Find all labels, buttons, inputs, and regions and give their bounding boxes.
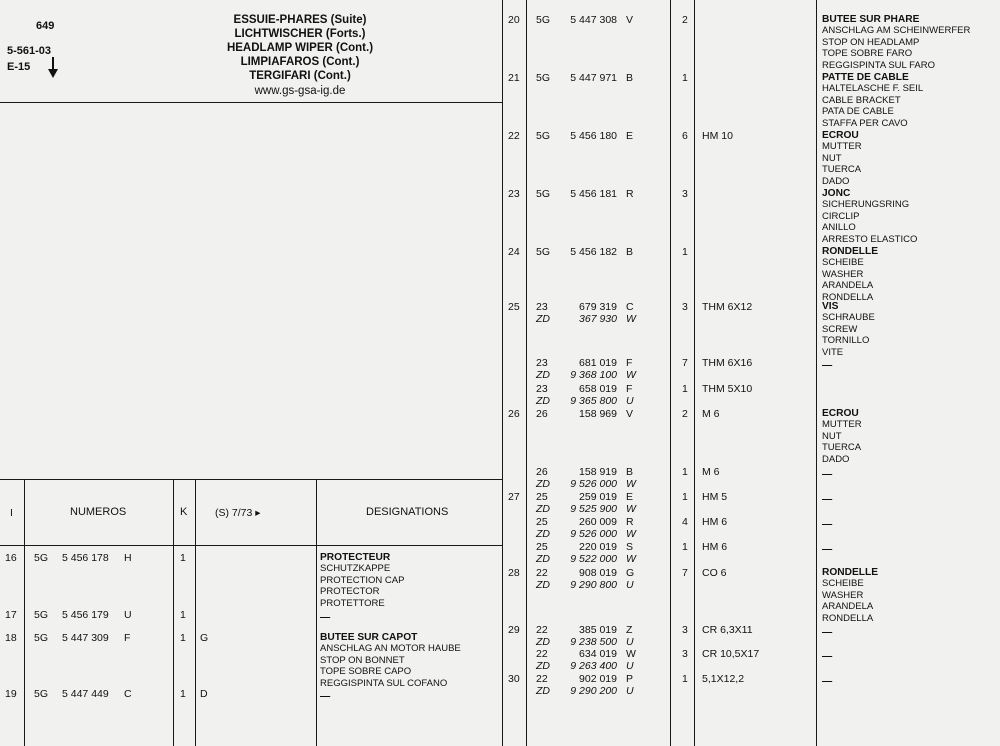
row-index: 20 (508, 14, 520, 26)
designation-translation: NUT (822, 152, 842, 164)
part-letter: C (124, 688, 132, 700)
part-number: 658 019 (579, 383, 617, 395)
zd-label: ZD (536, 579, 550, 591)
designation-translation: TUERCA (822, 164, 862, 176)
part-number: 158 969 (579, 408, 617, 420)
designation-translation: RONDELLA (822, 291, 874, 303)
part-number: 5 447 971 (570, 72, 617, 84)
designation-title: PATTE DE CABLE (822, 72, 909, 83)
designation-translation: WASHER (822, 268, 864, 280)
designation-translation: SCHEIBE (822, 578, 864, 590)
designation-translation: STOP ON HEADLAMP (822, 36, 920, 48)
row-index: 26 (508, 408, 520, 420)
designation-translation: PROTETTORE (320, 597, 385, 609)
designation-block (822, 469, 832, 480)
designation-title: — (320, 612, 331, 623)
quantity: 1 (682, 491, 688, 503)
quantity: 1 (682, 541, 688, 553)
zd-number: 9 290 800 (570, 579, 617, 591)
part-letter: F (626, 383, 633, 395)
designation-block (822, 72, 923, 129)
part-code: 23 (536, 383, 548, 395)
part-letter: G (626, 567, 635, 579)
part-code: 5G (34, 688, 49, 700)
designation-translation: STAFFA PER CAVO (822, 117, 908, 129)
part-code: 22 (536, 673, 548, 685)
row-index: 23 (508, 188, 520, 200)
designation-title: BUTEE SUR PHARE (822, 14, 920, 25)
rule-colheader-bottom (0, 545, 502, 546)
zd-number: 9 290 200 (570, 685, 617, 697)
spec: HM 5 (702, 491, 728, 503)
designation-block (320, 552, 404, 609)
quantity: 1 (180, 632, 186, 644)
designation-translation: PROTECTOR (320, 586, 380, 598)
part-code: 26 (536, 408, 548, 420)
designation-block (822, 627, 832, 638)
part-code: 5G (536, 130, 551, 142)
header-title-line: ESSUIE-PHARES (Suite) (233, 14, 367, 26)
part-number: 5 447 308 (570, 14, 617, 26)
designation-translation: MUTTER (822, 141, 862, 153)
designation-translation: TOPE SOBRE FARO (822, 48, 913, 60)
rule-right-numbers (670, 0, 671, 746)
part-number: 5 456 180 (570, 130, 617, 142)
quantity: 1 (180, 688, 186, 700)
designation-translation: SCHEIBE (822, 257, 864, 269)
designation-title: — (822, 676, 833, 687)
spec: CR 10,5X17 (702, 648, 760, 660)
quantity: 1 (682, 72, 688, 84)
rule-left-panel-right (502, 0, 503, 746)
designation-block (822, 301, 875, 358)
designation-translation: PROTECTION CAP (320, 574, 405, 586)
row-index: 19 (5, 688, 17, 700)
designation-block (822, 494, 832, 505)
zd-label: ZD (536, 553, 550, 565)
zd-number: 9 368 100 (570, 369, 617, 381)
part-letter: S (626, 541, 634, 553)
zd-number: 367 930 (579, 313, 617, 325)
spec: 5,1X12,2 (702, 673, 745, 685)
designation-block (822, 544, 832, 555)
designation-translation: ARANDELA (822, 280, 874, 292)
zd-number: 9 526 000 (570, 478, 617, 490)
zd-number: 9 522 000 (570, 553, 617, 565)
part-code: 5G (536, 246, 551, 258)
part-code: 23 (536, 301, 548, 313)
designation-block (822, 360, 832, 371)
quantity: 1 (682, 673, 688, 685)
part-number: 5 456 182 (570, 246, 617, 258)
zd-number: 9 263 400 (570, 660, 617, 672)
quantity: 6 (682, 130, 688, 142)
rule-right-k (694, 0, 695, 746)
part-number: 681 019 (579, 357, 617, 369)
zd-letter: W (626, 369, 636, 381)
part-letter: B (626, 72, 634, 84)
part-number: 220 019 (579, 541, 617, 553)
designation-block (320, 691, 330, 702)
quantity: 3 (682, 624, 688, 636)
designation-title: ECROU (822, 130, 859, 141)
zd-label: ZD (536, 503, 550, 515)
designation-translation: HALTELASCHE F. SEIL (822, 83, 924, 95)
part-code: 25 (536, 491, 548, 503)
part-letter: P (626, 673, 634, 685)
spec: M 6 (702, 408, 720, 420)
designation-translation: ANSCHLAG AM SCHEINWERFER (822, 25, 971, 37)
designation-title: — (822, 627, 833, 638)
zd-letter: U (626, 636, 634, 648)
designation-translation: RONDELLA (822, 612, 874, 624)
designation-translation: SCHRAUBE (822, 312, 875, 324)
spec: HM 6 (702, 541, 728, 553)
row-index: 29 (508, 624, 520, 636)
designation-title: RONDELLE (822, 246, 879, 257)
quantity: 3 (682, 188, 688, 200)
ref-code: 5-561-03 (7, 45, 52, 57)
zd-letter: U (626, 660, 634, 672)
part-letter: F (626, 357, 633, 369)
header-title-line: LICHTWISCHER (Forts.) (234, 28, 366, 40)
designation-block (822, 408, 862, 465)
designation-title: BUTEE SUR CAPOT (320, 632, 418, 643)
part-letter: U (124, 609, 132, 621)
sub-code: E-15 (7, 61, 31, 73)
designation-title: — (822, 494, 833, 505)
rule-header-bottom (0, 102, 502, 103)
designation-title: — (822, 469, 833, 480)
part-letter: E (626, 491, 634, 503)
part-letter: H (124, 552, 132, 564)
zd-letter: W (626, 503, 636, 515)
designation-translation: REGGISPINTA SUL COFANO (320, 677, 448, 689)
designation-translation: ANSCHLAG AN MOTOR HAUBE (320, 643, 461, 655)
rule-left-k (195, 479, 196, 746)
part-letter: E (626, 130, 634, 142)
designation-translation: VITE (822, 346, 844, 358)
part-number: 5 447 449 (62, 688, 109, 700)
part-number: 260 009 (579, 516, 617, 528)
part-letter: V (626, 408, 634, 420)
quantity: 7 (682, 357, 688, 369)
row-index: 18 (5, 632, 17, 644)
part-letter: C (626, 301, 634, 313)
designation-translation: SICHERUNGSRING (822, 199, 910, 211)
series-note: D (200, 688, 208, 700)
designation-block (822, 14, 970, 71)
series-note: G (200, 632, 209, 644)
arrow-down-icon (47, 57, 59, 79)
row-index: 17 (5, 609, 17, 621)
designation-translation: DADO (822, 453, 850, 465)
designation-block (320, 612, 330, 623)
part-code: 25 (536, 516, 548, 528)
designation-translation: NUT (822, 430, 842, 442)
quantity: 1 (682, 466, 688, 478)
part-code: 23 (536, 357, 548, 369)
designation-translation: DADO (822, 175, 850, 187)
designation-translation: TORNILLO (822, 335, 870, 347)
designation-title: — (320, 691, 331, 702)
part-number: 5 456 181 (570, 188, 617, 200)
designation-translation: ANILLO (822, 222, 856, 234)
designation-block (320, 632, 461, 689)
part-number: 5 456 178 (62, 552, 109, 564)
quantity: 1 (682, 246, 688, 258)
designation-translation: STOP ON BONNET (320, 654, 405, 666)
zd-number: 9 238 500 (570, 636, 617, 648)
rule-right-idx (526, 0, 527, 746)
part-code: 5G (34, 632, 49, 644)
designation-translation: CABLE BRACKET (822, 94, 901, 106)
part-code: 5G (536, 72, 551, 84)
part-number: 259 019 (579, 491, 617, 503)
zd-number: 9 525 900 (570, 503, 617, 515)
row-index: 21 (508, 72, 520, 84)
row-index: 16 (5, 552, 17, 564)
col-header-series: (S) 7/73 ▸ (215, 507, 261, 519)
zd-label: ZD (536, 660, 550, 672)
part-code: 22 (536, 567, 548, 579)
designation-title: PROTECTEUR (320, 552, 391, 563)
quantity: 4 (682, 516, 688, 528)
part-letter: B (626, 466, 634, 478)
designation-title: RONDELLE (822, 567, 879, 578)
zd-label: ZD (536, 395, 550, 407)
quantity: 1 (180, 552, 186, 564)
rule-right-designations (816, 0, 817, 746)
designation-translation: MUTTER (822, 419, 862, 431)
designation-block (822, 651, 832, 662)
designation-translation: SCREW (822, 323, 858, 335)
part-code: 22 (536, 624, 548, 636)
zd-number: 9 526 000 (570, 528, 617, 540)
part-number: 908 019 (579, 567, 617, 579)
zd-letter: U (626, 579, 634, 591)
zd-letter: U (626, 685, 634, 697)
designation-translation: SCHUTZKAPPE (320, 563, 391, 575)
designation-block (822, 519, 832, 530)
part-letter: B (626, 246, 634, 258)
spec: CO 6 (702, 567, 727, 579)
quantity: 7 (682, 567, 688, 579)
quantity: 2 (682, 408, 688, 420)
zd-letter: W (626, 553, 636, 565)
designation-block (822, 188, 917, 245)
quantity: 1 (682, 383, 688, 395)
zd-label: ZD (536, 478, 550, 490)
part-code: 25 (536, 541, 548, 553)
zd-label: ZD (536, 369, 550, 381)
zd-letter: W (626, 313, 636, 325)
rule-left-idx (24, 479, 25, 746)
designation-block (822, 676, 832, 687)
rule-left-designations (316, 479, 317, 746)
part-letter: V (626, 14, 634, 26)
quantity: 2 (682, 14, 688, 26)
designation-translation: REGGISPINTA SUL FARO (822, 59, 935, 71)
part-number: 634 019 (579, 648, 617, 660)
row-index: 28 (508, 567, 520, 579)
spec: M 6 (702, 466, 720, 478)
col-header-index: I (10, 507, 13, 519)
rule-left-numbers (173, 479, 174, 746)
row-index: 22 (508, 130, 520, 142)
quantity: 1 (180, 609, 186, 621)
designation-translation: TOPE SOBRE CAPO (320, 666, 412, 678)
part-letter: R (626, 188, 634, 200)
part-number: 679 319 (579, 301, 617, 313)
part-code: 26 (536, 466, 548, 478)
designation-translation: PATA DE CABLE (822, 106, 894, 118)
designation-translation: WASHER (822, 589, 864, 601)
spec: CR 6,3X11 (702, 624, 753, 636)
designation-title: — (822, 651, 833, 662)
zd-label: ZD (536, 636, 550, 648)
zd-letter: W (626, 478, 636, 490)
part-code: 22 (536, 648, 548, 660)
designation-block (822, 130, 862, 187)
designation-translation: TUERCA (822, 442, 862, 454)
zd-number: 9 365 800 (570, 395, 617, 407)
row-index: 30 (508, 673, 520, 685)
part-code: 5G (536, 14, 551, 26)
designation-translation: ARANDELA (822, 601, 874, 613)
designation-block (822, 567, 878, 624)
spec: HM 6 (702, 516, 728, 528)
part-number: 902 019 (579, 673, 617, 685)
quantity: 3 (682, 648, 688, 660)
part-number: 385 019 (579, 624, 617, 636)
row-index: 27 (508, 491, 520, 503)
designation-block (822, 246, 878, 303)
row-index: 25 (508, 301, 520, 313)
part-number: 158 919 (579, 466, 617, 478)
spec: THM 5X10 (702, 383, 753, 395)
designation-title: VIS (822, 301, 839, 312)
part-letter: Z (626, 624, 633, 636)
zd-label: ZD (536, 528, 550, 540)
part-code: 5G (536, 188, 551, 200)
designation-title: ECROU (822, 408, 859, 419)
header-title-line: LIMPIAFAROS (Cont.) (240, 56, 360, 68)
col-header-k: K (180, 506, 188, 518)
page-number: 649 (36, 20, 55, 32)
row-index: 24 (508, 246, 520, 258)
spec: THM 6X12 (702, 301, 753, 313)
part-letter: R (626, 516, 634, 528)
zd-label: ZD (536, 685, 550, 697)
rule-table-top (0, 479, 502, 480)
part-number: 5 447 309 (62, 632, 109, 644)
designation-title: — (822, 360, 833, 371)
part-number: 5 456 179 (62, 609, 109, 621)
designation-translation: CIRCLIP (822, 210, 860, 222)
col-header-designations: DESIGNATIONS (366, 506, 449, 518)
col-header-numbers: NUMEROS (70, 506, 127, 518)
header-title-line: HEADLAMP WIPER (Cont.) (226, 42, 374, 54)
header-title-line: TERGIFARI (Cont.) (249, 70, 351, 82)
zd-letter: W (626, 528, 636, 540)
part-code: 5G (34, 552, 49, 564)
part-letter: W (626, 648, 636, 660)
zd-letter: U (626, 395, 634, 407)
spec: THM 6X16 (702, 357, 753, 369)
spec: HM 10 (702, 130, 733, 142)
part-letter: F (124, 632, 131, 644)
zd-label: ZD (536, 313, 550, 325)
quantity: 3 (682, 301, 688, 313)
designation-title: — (822, 544, 833, 555)
part-code: 5G (34, 609, 49, 621)
website: www.gs-gsa-ig.de (254, 85, 346, 97)
designation-translation: ARRESTO ELASTICO (822, 233, 918, 245)
designation-title: — (822, 519, 833, 530)
designation-title: JONC (822, 188, 851, 199)
